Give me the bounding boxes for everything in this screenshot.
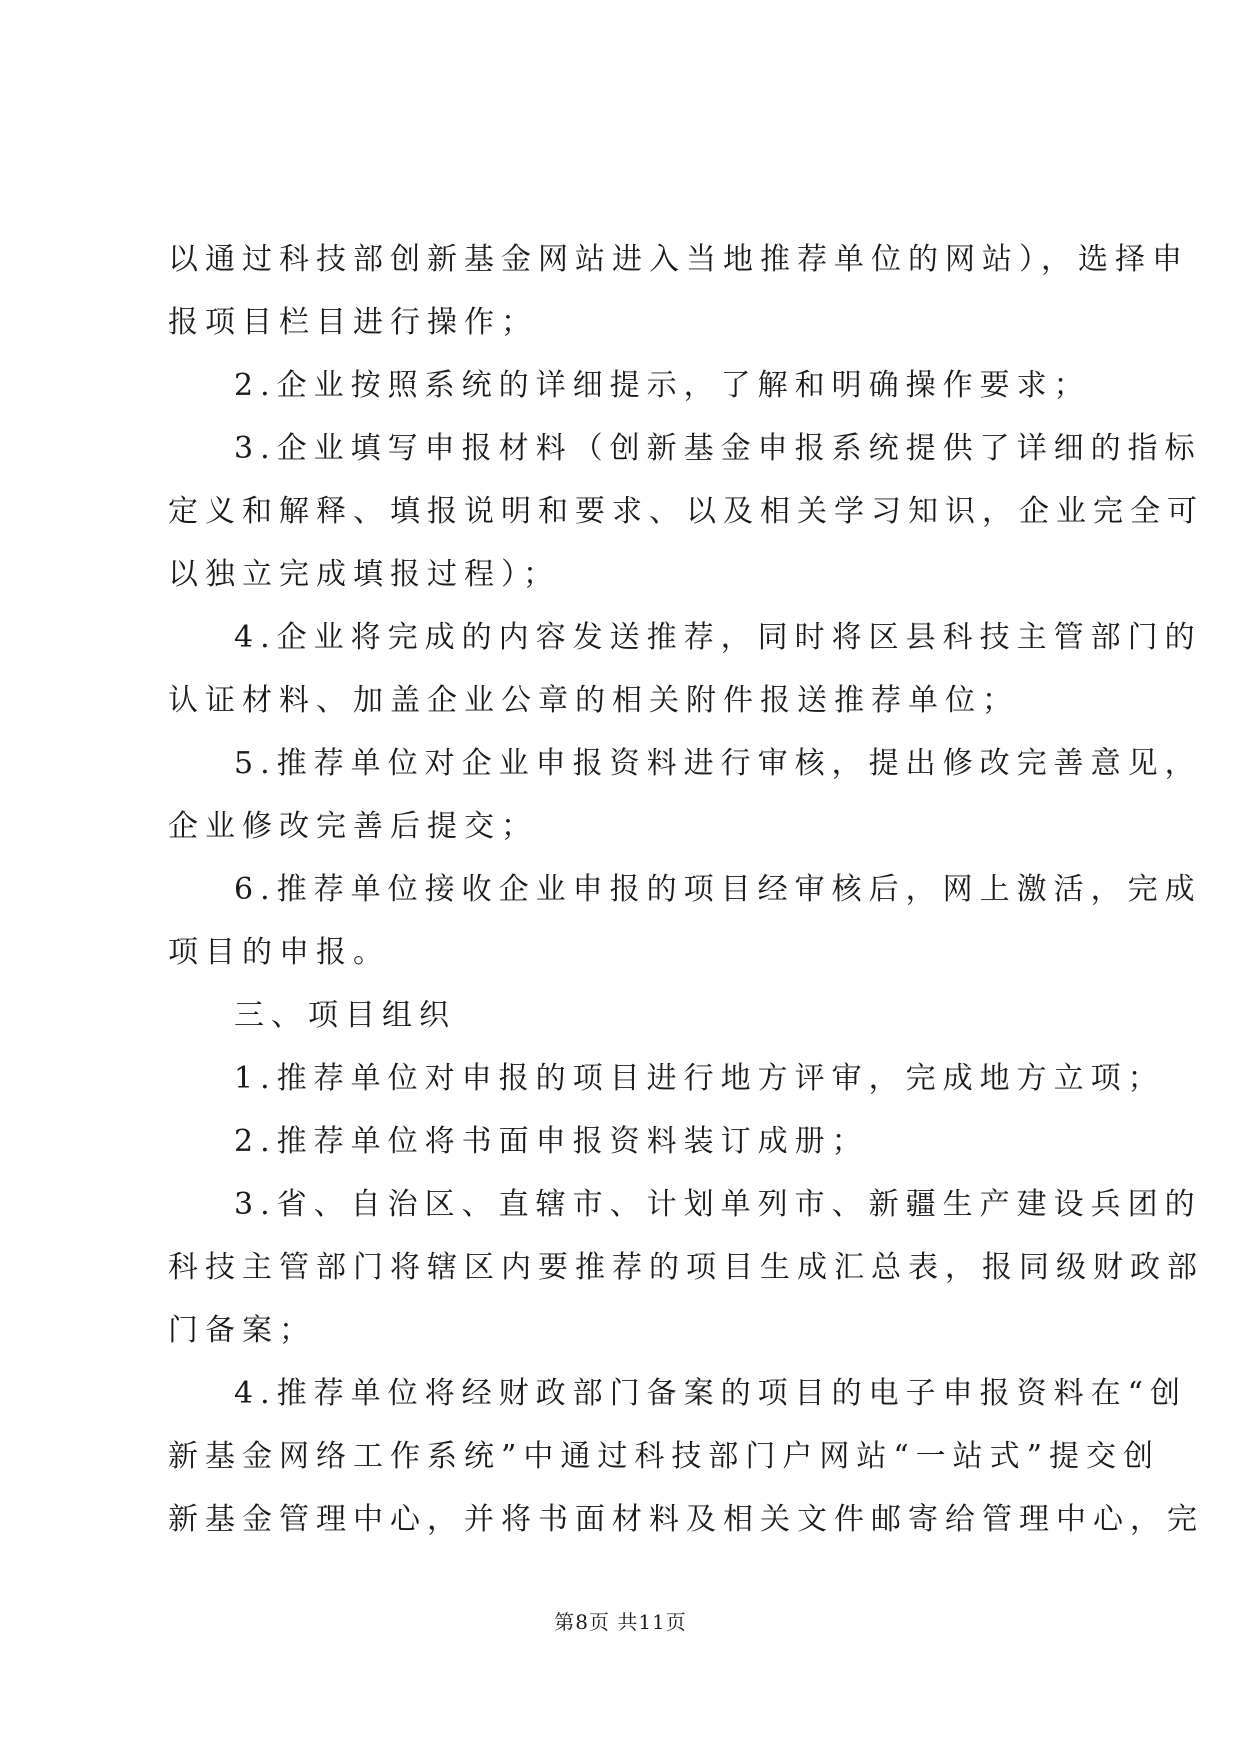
document-body [168,228,1204,1551]
paragraph-line: 1.推荐单位对申报的项目进行地方评审，完成地方立项； [234,1061,1165,1096]
paragraph-line: 2.企业按照系统的详细提示，了解和明确操作要求； [234,368,1091,403]
paragraph-line: 3.企业填写申报材料（创新基金申报系统提供了详细的指标 [234,431,1202,466]
paragraph-line: 企业修改完善后提交； [168,809,538,844]
paragraph-line: 项目的申报。 [168,935,390,970]
paragraph-line: 门备案； [168,1313,316,1348]
paragraph-line: 2.推荐单位将书面申报资料装订成册； [234,1124,869,1159]
paragraph-line: 以通过科技部创新基金网站进入当地推荐单位的网站），选择申 [168,242,1189,277]
paragraph-line: 科技主管部门将辖区内要推荐的项目生成汇总表，报同级财政部 [168,1250,1204,1285]
paragraph-line: 新基金网络工作系统”中通过科技部门户网站“一站式”提交创 [168,1439,1161,1474]
paragraph-line: 以独立完成填报过程）； [168,557,560,592]
paragraph-line: 定义和解释、填报说明和要求、以及相关学习知识，企业完全可 [168,494,1204,529]
section-heading: 三、项目组织 [234,998,456,1033]
paragraph-line: 5.推荐单位对企业申报资料进行审核，提出修改完善意见， [234,746,1202,781]
paragraph-line: 4.推荐单位将经财政部门备案的项目的电子申报资料在“创 [234,1376,1187,1411]
page-number-footer: 第8页 共11页 [554,1610,687,1634]
paragraph-line: 3.省、自治区、直辖市、计划单列市、新疆生产建设兵团的 [234,1187,1202,1222]
paragraph-line: 新基金管理中心，并将书面材料及相关文件邮寄给管理中心，完 [168,1502,1204,1537]
paragraph-line: 4.企业将完成的内容发送推荐，同时将区县科技主管部门的 [234,620,1202,655]
paragraph-line: 报项目栏目进行操作； [168,305,538,340]
paragraph-line: 认证材料、加盖企业公章的相关附件报送推荐单位； [168,683,1019,718]
paragraph-line: 6.推荐单位接收企业申报的项目经审核后，网上激活，完成 [234,872,1202,907]
